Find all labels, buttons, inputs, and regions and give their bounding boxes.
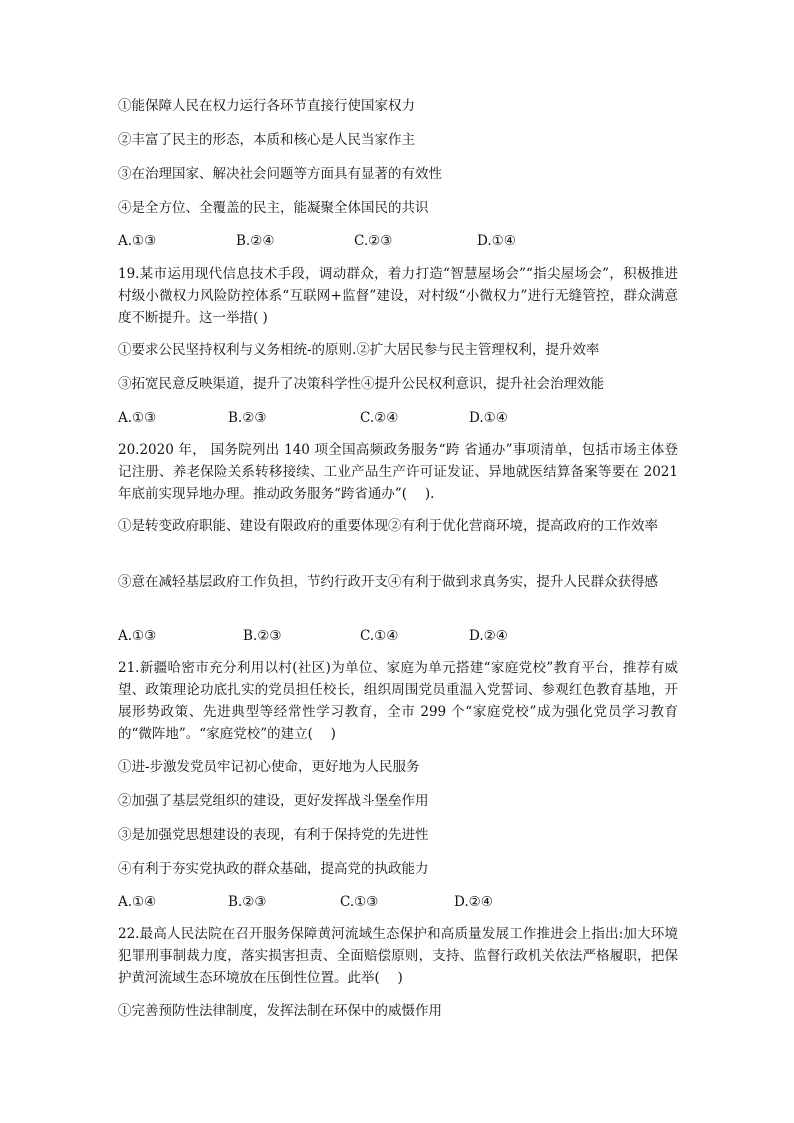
q21-item-1: ①进-步激发党员牢记初心使命，更好地为人民服务: [118, 759, 420, 775]
q22-stem: 22.最高人民法院在召开服务保障黄河流域生态保护和高质量发展工作推进会上指出:加大环境犯罪刑事制裁力度，落实损害担责、全面赔偿原则，支持、监督行政机关依法严格履职，把保护黄河流域生态环境放在压倒性位置。此举( ): [118, 926, 678, 986]
q20-item-2: ③意在减轻基层政府工作负担，节约行政开支④有利于做到求真务实，提升人民群众获得感: [118, 574, 658, 590]
q18-options: [118, 230, 678, 252]
q19-option-a: A.①③: [118, 410, 157, 426]
q19-stem: 19.某市运用现代信息技术手段，调动群众，着力打造“智慧屋场会”“指尖屋场会”，积极推进村级小微权力风险防控体系“互联网+监督”建设，对村级“小微权力”进行无缝管控，群众满意度不断提升。这一举措( ): [118, 266, 678, 326]
q21-item-4: ④有利于夯实党执政的群众基础，提高党的执政能力: [118, 861, 429, 877]
q18-option-a: A.①③: [118, 233, 157, 249]
q20-option-b: B.②③: [243, 628, 282, 644]
q19-option-c: C.②④: [360, 410, 399, 426]
q20-stem: 20.2020 年， 国务院列出 140 项全国高频政务服务“跨 省通办”事项清单，包括市场主体登记注册、养老保险关系转移接续、工业产品生产许可证发证、异地就医结算备案等要在 2021 年底前实现异地办理。推动政务服务“跨省通办”( ).: [118, 442, 678, 502]
q20-option-d: D.②④: [469, 628, 508, 644]
q21-option-c: C.①③: [340, 894, 379, 910]
q21-option-d: D.②④: [454, 894, 493, 910]
q18-item-3: ③在治理国家、解决社会问题等方面具有显著的有效性: [118, 166, 442, 182]
q18-option-b: B.②④: [236, 233, 275, 249]
q21-option-a: A.①④: [118, 894, 157, 910]
q20-option-c: C.①④: [360, 628, 399, 644]
q19-item-1: ①要求公民坚持权利与义务相统-的原则.②扩大居民参与民主管理权利，提升效率: [118, 342, 600, 358]
q19-item-2: ③拓宽民意反映渠道，提升了决策科学性④提升公民权利意识，提升社会治理效能: [118, 376, 604, 392]
q21-item-3: ③是加强党思想建设的表现，有利于保持党的先进性: [118, 827, 429, 843]
q19-option-b: B.②③: [228, 410, 267, 426]
q20-item-1: ①是转变政府职能、建设有限政府的重要体现②有利于优化营商环境，提高政府的工作效率: [118, 518, 658, 534]
q21-options: [118, 891, 678, 913]
q18-item-1: ①能保障人民在权力运行各环节直接行使国家权力: [118, 98, 415, 114]
q22-item-1: ①完善预防性法律制度，发挥法制在环保中的威慑作用: [118, 1003, 442, 1019]
q21-option-b: B.②③: [228, 894, 267, 910]
q21-stem: 21.新疆哈密市充分利用以村(社区)为单位、家庭为单元搭建“家庭党校”教育平台，推荐有威望、政策理论功底扎实的党员担任校长，组织周围党员重温入党誓词、参观红色教育基地，开展形势政策、先进典型等经常性学习教育，全市 299 个“家庭党校”成为强化党员学习教育的“微阵地”。“家庭党校”的建立( ): [118, 660, 678, 742]
q20-option-a: A.①③: [118, 628, 157, 644]
q20-options: [118, 625, 678, 647]
q18-option-d: D.①④: [477, 233, 516, 249]
q18-item-4: ④是全方位、全覆盖的民主，能凝聚全体国民的共识: [118, 200, 429, 216]
q19-options: [118, 407, 678, 429]
q21-item-2: ②加强了基层党组织的建设，更好发挥战斗堡垒作用: [118, 793, 429, 809]
q18-option-c: C.②③: [354, 233, 393, 249]
q18-item-2: ②丰富了民主的形态，本质和核心是人民当家作主: [118, 132, 415, 148]
q19-option-d: D.①④: [469, 410, 508, 426]
